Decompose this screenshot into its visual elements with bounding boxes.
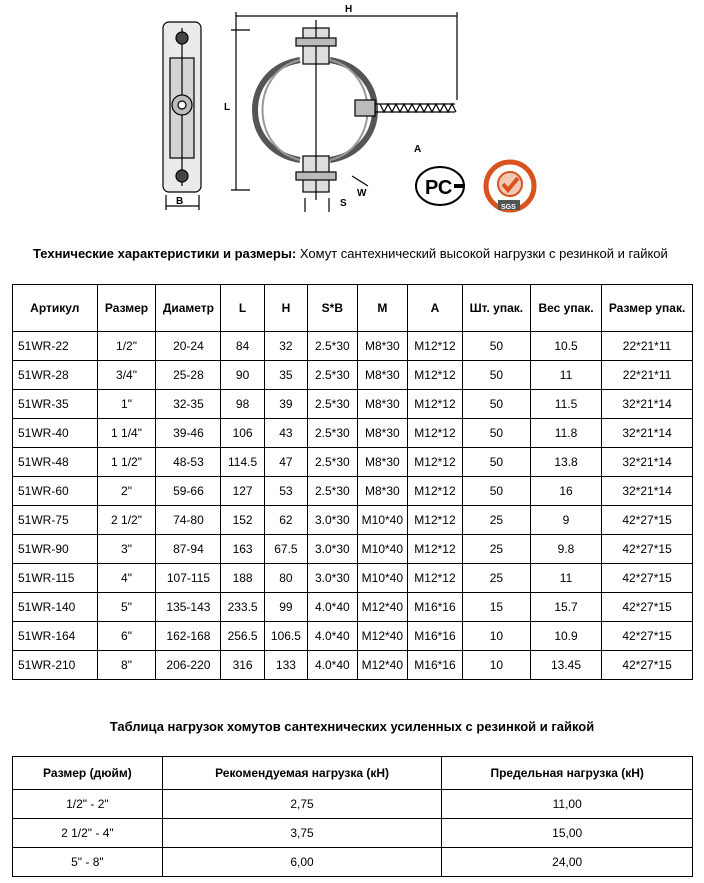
spec-cell: 51WR-164 [13,622,98,651]
spec-cell: M12*40 [357,651,408,680]
spec-cell: 2.5*30 [308,448,358,477]
spec-cell: 2" [97,477,156,506]
spec-cell: M12*12 [408,506,463,535]
spec-cell: 50 [462,390,530,419]
clamp-side-view [163,22,201,210]
spec-cell: 3.0*30 [308,564,358,593]
spec-cell: 11.8 [530,419,601,448]
spec-cell: 206-220 [156,651,221,680]
spec-cell: 4.0*40 [308,622,358,651]
spec-cell: 42*27*15 [602,651,693,680]
spec-cell: 42*27*15 [602,535,693,564]
spec-cell: 25 [462,564,530,593]
spec-cell: M8*30 [357,332,408,361]
spec-header-cell: L [221,285,264,332]
table-row [13,506,693,535]
spec-cell: 133 [264,651,307,680]
spec-header-cell: Размер упак. [602,285,693,332]
spec-cell: 2.5*30 [308,332,358,361]
spec-cell: M8*30 [357,448,408,477]
spec-header-cell: Диаметр [156,285,221,332]
spec-cell: 1" [97,390,156,419]
spec-cell: 39-46 [156,419,221,448]
spec-cell: 4.0*40 [308,593,358,622]
spec-cell: 15 [462,593,530,622]
load-cell: 6,00 [162,848,442,877]
spec-cell: 10 [462,622,530,651]
spec-cell: 114.5 [221,448,264,477]
spec-cell: 9.8 [530,535,601,564]
spec-cell: 51WR-40 [13,419,98,448]
dim-a-label: A [414,144,422,155]
table-row [13,651,693,680]
spec-cell: 8" [97,651,156,680]
spec-cell: 47 [264,448,307,477]
spec-cell: 316 [221,651,264,680]
spec-cell: 53 [264,477,307,506]
load-table [12,756,693,877]
load-cell: 24,00 [442,848,693,877]
spec-cell: 51WR-35 [13,390,98,419]
spec-cell: 51WR-28 [13,361,98,390]
spec-cell: M12*40 [357,622,408,651]
spec-cell: M12*12 [408,535,463,564]
spec-header-cell: H [264,285,307,332]
spec-cell: 51WR-22 [13,332,98,361]
spec-cell: 25 [462,535,530,564]
spec-cell: 6" [97,622,156,651]
spec-cell: 2.5*30 [308,390,358,419]
spec-cell: 3.0*30 [308,506,358,535]
table-row [13,790,693,819]
spec-cell: 42*27*15 [602,564,693,593]
spec-cell: 233.5 [221,593,264,622]
spec-cell: M12*12 [408,332,463,361]
spec-cell: M12*12 [408,477,463,506]
spec-cell: 127 [221,477,264,506]
spec-cell: 50 [462,361,530,390]
spec-cell: 3/4" [97,361,156,390]
spec-cell: 106 [221,419,264,448]
spec-cell: M12*12 [408,390,463,419]
spec-header-cell: S*B [308,285,358,332]
spec-cell: 162-168 [156,622,221,651]
spec-cell: 5" [97,593,156,622]
spec-cell: 32*21*14 [602,477,693,506]
table-row [13,477,693,506]
spec-title-bold: Технические характеристики и размеры: [33,246,297,261]
spec-header-cell: M [357,285,408,332]
table-row [13,361,693,390]
spec-cell: 50 [462,419,530,448]
spec-cell: 25-28 [156,361,221,390]
dim-s-label: S [340,198,347,209]
load-cell: 1/2" - 2" [13,790,163,819]
spec-cell: 42*27*15 [602,622,693,651]
load-cell: 2 1/2" - 4" [13,819,163,848]
spec-cell: 25 [462,506,530,535]
spec-cell: M8*30 [357,477,408,506]
spec-cell: 42*27*15 [602,593,693,622]
load-cell: 3,75 [162,819,442,848]
spec-cell: M12*12 [408,564,463,593]
spec-cell: M12*12 [408,448,463,477]
clamp-technical-drawing [0,0,704,225]
spec-cell: 84 [221,332,264,361]
spec-cell: 2 1/2" [97,506,156,535]
table-row [13,332,693,361]
spec-title-rest: Хомут сантехнический высокой нагрузки с резинкой и гайкой [296,246,668,261]
spec-cell: 3" [97,535,156,564]
spec-cell: 51WR-90 [13,535,98,564]
spec-cell: M8*30 [357,390,408,419]
spec-cell: 10.9 [530,622,601,651]
spec-cell: 1 1/2" [97,448,156,477]
spec-cell: 98 [221,390,264,419]
spec-cell: 4.0*40 [308,651,358,680]
table-row [13,390,693,419]
spec-cell: 50 [462,477,530,506]
spec-cell: 32-35 [156,390,221,419]
spec-cell: 13.8 [530,448,601,477]
spec-cell: 35 [264,361,307,390]
load-header-cell: Предельная нагрузка (кН) [442,757,693,790]
table-row [13,622,693,651]
spec-cell: M10*40 [357,535,408,564]
spec-cell: 87-94 [156,535,221,564]
spec-cell: 32*21*14 [602,390,693,419]
sgs-cert-logo [486,162,534,211]
spec-cell: 15.7 [530,593,601,622]
spec-cell: M10*40 [357,564,408,593]
table-row [13,419,693,448]
spec-cell: 2.5*30 [308,477,358,506]
spec-cell: 256.5 [221,622,264,651]
spec-header-cell: Шт. упак. [462,285,530,332]
spec-cell: 51WR-75 [13,506,98,535]
spec-cell: 10 [462,651,530,680]
spec-cell: 80 [264,564,307,593]
table-row [13,593,693,622]
spec-header-cell: Размер [97,285,156,332]
load-cell: 15,00 [442,819,693,848]
spec-cell: 107-115 [156,564,221,593]
spec-header-cell: Артикул [13,285,98,332]
spec-cell: 43 [264,419,307,448]
spec-cell: 188 [221,564,264,593]
spec-table [12,284,693,680]
spec-table-title [33,246,668,261]
spec-header-cell: A [408,285,463,332]
table-row [13,535,693,564]
spec-cell: 50 [462,332,530,361]
spec-header-cell: Вес упак. [530,285,601,332]
spec-cell: 32*21*14 [602,419,693,448]
spec-cell: 2.5*30 [308,419,358,448]
spec-cell: 11.5 [530,390,601,419]
table-row [13,848,693,877]
spec-cell: 32 [264,332,307,361]
load-header-cell: Размер (дюйм) [13,757,163,790]
spec-cell: 32*21*14 [602,448,693,477]
spec-cell: M12*40 [357,593,408,622]
dim-h-label: H [345,4,353,15]
spec-cell: 74-80 [156,506,221,535]
spec-cell: 11 [530,564,601,593]
spec-cell: M12*12 [408,361,463,390]
spec-cell: 48-53 [156,448,221,477]
spec-cell: 51WR-60 [13,477,98,506]
spec-cell: 2.5*30 [308,361,358,390]
spec-cell: 90 [221,361,264,390]
spec-cell: 135-143 [156,593,221,622]
spec-cell: 22*21*11 [602,361,693,390]
load-table-title: Таблица нагрузок хомутов сантехнических усиленных с резинкой и гайкой [109,719,595,734]
spec-cell: 11 [530,361,601,390]
spec-cell: 1 1/4" [97,419,156,448]
load-cell: 2,75 [162,790,442,819]
load-cell: 5" - 8" [13,848,163,877]
table-row [13,564,693,593]
spec-cell: M8*30 [357,361,408,390]
spec-cell: 13.45 [530,651,601,680]
load-header-cell: Рекомендуемая нагрузка (кН) [162,757,442,790]
spec-cell: 20-24 [156,332,221,361]
spec-cell: 51WR-48 [13,448,98,477]
spec-cell: 62 [264,506,307,535]
spec-cell: M8*30 [357,419,408,448]
spec-cell: M12*12 [408,419,463,448]
svg-text:РС: РС [425,177,453,199]
spec-cell: 67.5 [264,535,307,564]
spec-cell: 42*27*15 [602,506,693,535]
spec-cell: 59-66 [156,477,221,506]
spec-cell: 9 [530,506,601,535]
spec-cell: 16 [530,477,601,506]
table-row [13,819,693,848]
spec-cell: 152 [221,506,264,535]
spec-cell: M10*40 [357,506,408,535]
spec-cell: M16*16 [408,593,463,622]
spec-cell: 51WR-115 [13,564,98,593]
spec-cell: 1/2" [97,332,156,361]
load-cell: 11,00 [442,790,693,819]
spec-cell: 22*21*11 [602,332,693,361]
dim-b-label: B [176,196,184,207]
dim-l-label: L [224,102,231,113]
spec-cell: 10.5 [530,332,601,361]
spec-cell: 99 [264,593,307,622]
dim-w-label: W [357,188,367,199]
spec-cell: 51WR-140 [13,593,98,622]
spec-cell: 3.0*30 [308,535,358,564]
spec-cell: 106.5 [264,622,307,651]
spec-cell: M16*16 [408,622,463,651]
spec-cell: 163 [221,535,264,564]
svg-text:SGS: SGS [501,204,516,211]
table-row [13,448,693,477]
rst-cert-logo [416,167,464,205]
spec-cell: 39 [264,390,307,419]
spec-cell: 50 [462,448,530,477]
spec-cell: 4" [97,564,156,593]
spec-cell: M16*16 [408,651,463,680]
spec-cell: 51WR-210 [13,651,98,680]
